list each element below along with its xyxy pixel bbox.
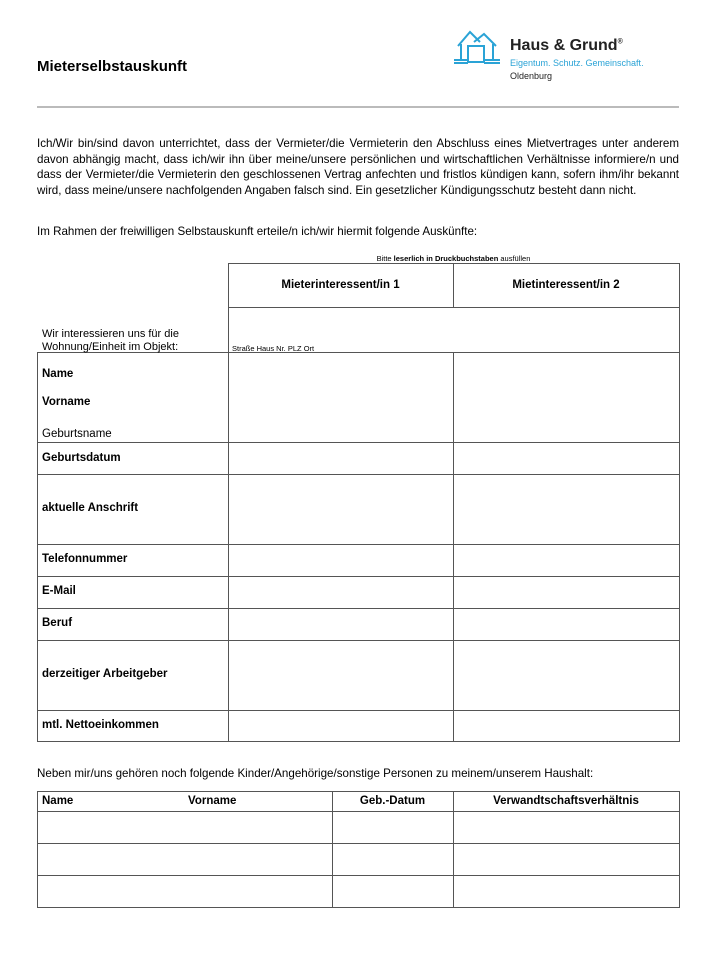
- label-email: E-Mail: [42, 585, 76, 597]
- column-header-tenant-2: Mietinteressent/in 2: [512, 279, 620, 291]
- logo-registered: ®: [617, 38, 623, 46]
- household-header-datum: Geb.-Datum: [359, 795, 426, 807]
- house-logo-icon: [452, 28, 502, 68]
- household-header-verhaeltnis: Verwandtschaftsverhältnis: [493, 795, 639, 807]
- label-name: Name: [42, 368, 74, 380]
- object-label-line-1: Wir interessieren uns für die: [42, 328, 179, 340]
- label-arbeitgeber: derzeitiger Arbeitgeber: [42, 668, 168, 680]
- label-vorname: Vorname: [42, 396, 91, 408]
- logo-location: Oldenburg: [510, 71, 553, 81]
- haus-und-grund-logo: [452, 28, 682, 88]
- fill-hint: Bitte leserlich in Druckbuchstaben ausfüllen: [376, 254, 531, 263]
- object-address-hint: Straße Haus Nr. PLZ Ort: [232, 344, 315, 353]
- label-anschrift: aktuelle Anschrift: [42, 502, 139, 514]
- header-divider: [37, 106, 679, 108]
- object-label-line-2: Wohnung/Einheit im Objekt:: [42, 341, 179, 353]
- household-header-vorname: Vorname: [188, 795, 237, 807]
- object-address-field[interactable]: [229, 308, 679, 352]
- label-geburtsdatum: Geburtsdatum: [42, 452, 121, 464]
- page-title: Mieterselbstauskunft: [37, 58, 188, 75]
- label-einkommen: mtl. Nettoeinkommen: [42, 719, 159, 731]
- household-intro: Neben mir/uns gehören noch folgende Kinder/Angehörige/sonstige Personen zu meinem/unserem Haushalt:: [37, 767, 594, 780]
- column-header-tenant-1: Mieterinteressent/in 1: [281, 279, 400, 291]
- intro-paragraph-2: Im Rahmen der freiwilligen Selbstauskunft erteile/n ich/wir hiermit folgende Auskünfte:: [37, 225, 478, 238]
- logo-brand: Haus & Grund: [510, 37, 618, 54]
- label-geburtsname: Geburtsname: [42, 428, 112, 440]
- household-header-name: Name: [42, 795, 74, 807]
- logo-slogan: Eigentum. Schutz. Gemeinschaft.: [510, 58, 644, 68]
- label-telefon: Telefonnummer: [42, 553, 128, 565]
- intro-paragraph: Ich/Wir bin/sind davon unterrichtet, dass der Vermieter/die Vermieterin den Abschluss eines Mietvertrages unter anderem davon abhängig macht, dass ich/wir ihn über meine/unsere persönlichen und wirtschaftlichen Verhältnisse informiere/n und dass der Vermieter/die Vermieterin den geschlossenen Vertrag anfechten und fristlos kündigen kann, sofern ihm/ihr bekannt wird, dass meine/unsere nachfolgenden Angaben falsch sind. Ein gesetzlicher Kündigungsschutz besteht dann nicht.: [37, 137, 679, 197]
- label-beruf: Beruf: [42, 617, 73, 629]
